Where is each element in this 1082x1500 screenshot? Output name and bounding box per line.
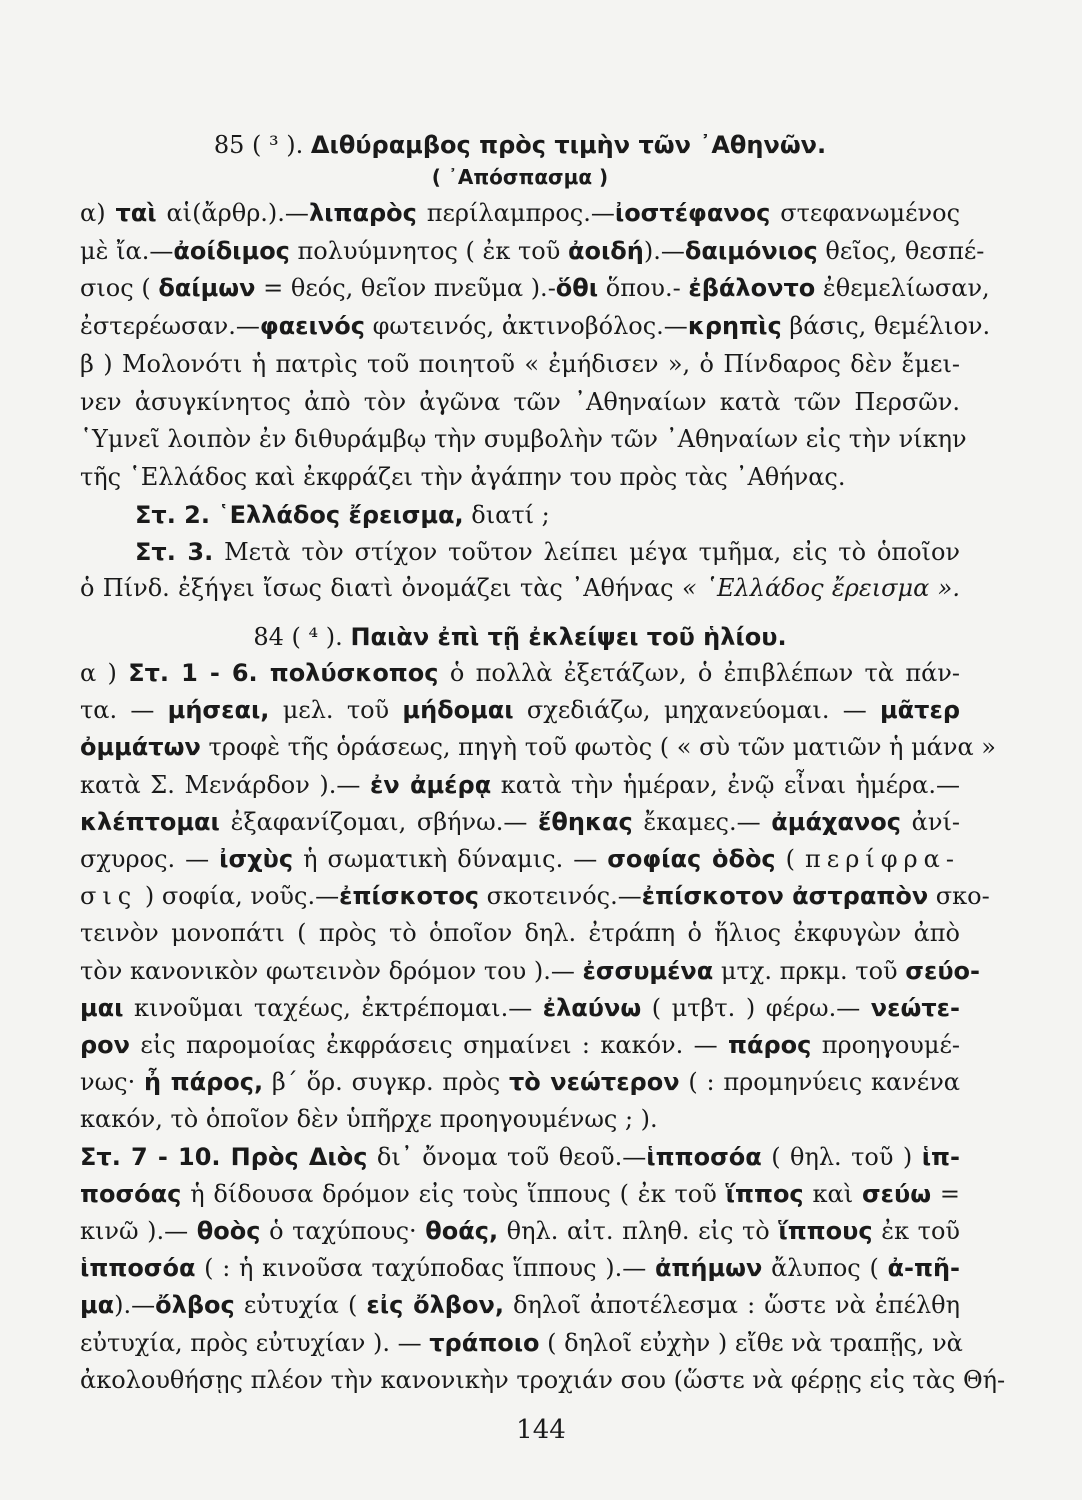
text-segment: ἀμάχανος xyxy=(771,807,901,836)
text-segment: κατὰ τὴν ἡμέραν, ἐνῷ εἶναι ἡμέρα.— xyxy=(491,770,960,799)
text-segment: ( δηλοῖ εὐχὴν ) εἴθε νὰ τραπῇς, νὰ xyxy=(539,1328,963,1357)
text-segment: σιος ( xyxy=(80,274,159,303)
text-line xyxy=(80,349,960,379)
text-segment: ἐλαύνω xyxy=(542,993,642,1022)
text-segment: βάσις, θεμέλιον. xyxy=(781,312,991,341)
text-line xyxy=(80,695,960,725)
text-segment: θηλ. αἰτ. πληθ. εἰς τὸ xyxy=(498,1217,779,1245)
text-segment: ἔκαμες.— xyxy=(632,807,772,836)
text-segment: β΄ ὅρ. συγκρ. πρὸς xyxy=(263,1068,509,1097)
text-segment: τεινὸν μονοπάτι ( πρὸς τὸ ὁποῖον δηλ. ἐτράπη ὁ ἥλιος ἐκφυγὼν ἀπὸ xyxy=(80,919,960,948)
text-segment: ἀοιδή xyxy=(567,236,644,265)
text-segment: ἀ-πῆ- xyxy=(887,1254,961,1283)
text-line xyxy=(80,993,960,1023)
text-segment: εὐτυχία ( xyxy=(234,1291,367,1320)
text-segment: δηλοῖ ἀποτέλεσμα : ὥστε νὰ ἐπέλθη xyxy=(503,1291,960,1320)
text-segment: ρον xyxy=(80,1031,131,1059)
text-line xyxy=(80,844,960,874)
text-segment: ἱπποσόα xyxy=(80,1254,196,1283)
text-segment: ἦ πάρος, xyxy=(144,1068,264,1097)
text-segment: τράποιο xyxy=(429,1328,540,1357)
text-segment: δαιμόνιος xyxy=(684,236,818,265)
text-segment: ἐβάλοντο xyxy=(688,274,816,303)
text-segment: ἐθεμελίωσαν, xyxy=(815,274,990,303)
text-segment: ῾Υμνεῖ λοιπὸν ἐν διθυράμβῳ τὴν συμβολὴν τῶν ᾿Αθηναίων εἰς τὴν νίκην xyxy=(80,425,967,454)
text-line xyxy=(80,1216,960,1246)
text-segment: ὁ Πίνδ. ἐξήγει ἴσως διατὶ ὀνομάζει τὰς ᾿Αθήνας xyxy=(80,574,682,602)
text-segment: μελ. τοῦ xyxy=(269,696,403,725)
text-segment: κακόν, τὸ ὁποῖον δὲν ὑπῆρχε προηγουμένως ; ). xyxy=(80,1105,658,1134)
text-segment: στεφανωμένος xyxy=(770,199,961,227)
text-segment: ἰσχὺς xyxy=(219,845,294,873)
text-line xyxy=(80,1365,1006,1395)
text-segment: ἡ δίδουσα δρόμον εἰς τοὺς ἵππους ( ἐκ τοῦ xyxy=(181,1179,726,1208)
page-number: 144 xyxy=(516,1415,566,1445)
text-segment: μήσεαι, xyxy=(167,696,270,725)
text-segment: περίλαμπρος.— xyxy=(416,199,615,227)
text-segment: ( μτβτ. ) φέρω.— xyxy=(641,993,871,1022)
text-segment: λιπαρὸς xyxy=(308,199,417,227)
text-segment: Μετὰ τὸν στίχον τοῦτον λείπει μέγα τμῆμα, εἰς τὸ ὁποῖον xyxy=(213,538,960,566)
heading-84 xyxy=(80,622,960,652)
text-line xyxy=(80,462,960,492)
heading-85-subtitle xyxy=(80,162,960,192)
text-line xyxy=(80,424,967,454)
text-segment: τροφὲ τῆς ὁράσεως, πηγὴ τοῦ φωτὸς ( « σὺ τῶν ματιῶν ἡ μάνα » xyxy=(200,733,996,762)
text-segment: φωτεινός, ἀκτινοβόλος.— xyxy=(364,312,688,341)
text-line xyxy=(80,1328,963,1358)
text-segment: ἵππος xyxy=(725,1179,804,1208)
text-line xyxy=(80,1030,960,1060)
text-segment: μήδομαι xyxy=(402,696,514,725)
text-segment: περίφρα- xyxy=(805,845,960,873)
text-segment: κατὰ Σ. Μενάρδον ).— xyxy=(80,770,370,799)
text-segment: « ῾Ελλάδος ἔρεισμα ». xyxy=(681,574,960,602)
text-segment: ἱπ- xyxy=(921,1142,960,1171)
text-segment: θοὸς xyxy=(196,1217,261,1245)
text-segment: μαι xyxy=(80,993,124,1022)
text-segment: ποσόας xyxy=(80,1179,182,1208)
text-segment: νως· xyxy=(80,1068,145,1097)
heading-84-title: Παιὰν ἐπὶ τῇ ἐκλείψει τοῦ ἡλίου. xyxy=(350,623,787,651)
text-segment: φαεινός xyxy=(259,312,365,341)
text-segment: σχεδιάζω, μηχανεύομαι. — xyxy=(513,696,880,725)
text-segment: εὐτυχία, πρὸς εὐτυχίαν ). — xyxy=(80,1328,430,1357)
text-segment: νεώτε- xyxy=(870,993,960,1022)
text-line xyxy=(80,273,990,303)
st2-bold: ῾Ελλάδος ἔρεισμα, xyxy=(217,501,464,529)
text-segment: ( : προμηνύεις κανένα xyxy=(679,1068,960,1097)
text-segment: κλέπτομαι xyxy=(80,807,220,836)
text-segment: κρηπὶς xyxy=(687,312,782,341)
text-line xyxy=(80,807,960,837)
text-line xyxy=(80,236,985,266)
text-segment: Στ. 3. xyxy=(135,538,214,566)
text-segment: ἐσσυμένα xyxy=(582,956,714,985)
text-segment: δαίμων xyxy=(158,274,256,303)
text-segment: νεν ἀσυγκίνητος ἀπὸ τὸν ἀγῶνα τῶν ᾿Αθηναίων κατὰ τῶν Περσῶν. xyxy=(80,387,960,416)
text-segment: προηγουμέ- xyxy=(811,1031,961,1059)
heading-85-title: Διθύραμβος πρὸς τιμὴν τῶν ᾿Αθηνῶν. xyxy=(310,131,827,159)
text-segment: αἱ(ἄρθρ.).— xyxy=(156,199,309,227)
text-segment: τὸ νεώτερον xyxy=(508,1068,680,1097)
text-segment: ).— xyxy=(643,236,685,265)
text-line xyxy=(80,956,980,986)
text-segment: ἡ σωματικὴ δύναμις. — xyxy=(293,845,608,873)
text-segment: ( : ἡ κινοῦσα ταχύποδας ἵππους ).— xyxy=(195,1254,655,1283)
text-line xyxy=(80,770,960,800)
text-segment: δι᾿ ὄνομα τοῦ θεοῦ.— xyxy=(367,1142,647,1171)
text-line xyxy=(80,1179,960,1209)
text-segment: πολυύμνητος ( ἐκ τοῦ xyxy=(289,236,568,265)
text-segment: Στ. 1 - 6. πολύσκοπος xyxy=(128,659,439,687)
text-segment: κινῶ ).— xyxy=(80,1217,197,1245)
text-line xyxy=(80,918,960,948)
text-line xyxy=(80,1104,960,1134)
text-segment: καὶ xyxy=(803,1179,862,1208)
text-line xyxy=(80,387,960,417)
text-segment: = xyxy=(931,1179,960,1208)
text-segment: ἀνί- xyxy=(900,807,960,836)
text-segment: ἀκολουθήσῃς πλέον τὴν κανονικὴν τροχιάν σου (ὥστε νὰ φέρῃς εἰς τὰς Θή- xyxy=(80,1365,1006,1394)
text-segment: ἐπίσκοτος xyxy=(339,882,480,911)
text-segment: ὄλβος xyxy=(155,1291,235,1320)
text-segment: σεύω xyxy=(861,1179,932,1208)
text-line xyxy=(80,311,991,341)
text-segment: ἐξαφανίζομαι, σβήνω.— xyxy=(219,807,539,836)
heading-84-number: 84 ( ⁴ ). xyxy=(253,623,343,651)
text-segment: τῆς ῾Ελλάδος καὶ ἐκφράζει τὴν ἀγάπην του πρὸς τὰς ᾿Αθήνας. xyxy=(80,462,846,491)
text-segment: τα. — xyxy=(80,696,168,725)
heading-85 xyxy=(80,130,960,160)
st2-label: Στ. 2. xyxy=(135,501,210,529)
text-segment: σκοτεινός.— xyxy=(479,882,642,911)
text-segment: α) xyxy=(80,199,116,227)
text-segment: κινοῦμαι ταχέως, ἐκτρέπομαι.— xyxy=(123,993,543,1022)
text-segment: ἐπίσκοτον ἀστραπὸν xyxy=(641,882,929,911)
text-segment: ταὶ xyxy=(115,199,157,227)
text-segment: ( θηλ. τοῦ ) xyxy=(761,1142,922,1171)
text-segment: α ) xyxy=(80,659,129,687)
text-segment: Στ. 7 - 10. Πρὸς Διὸς xyxy=(80,1142,368,1171)
text-segment: τὸν κανονικὸν φωτεινὸν δρόμον του ).— xyxy=(80,956,583,985)
text-segment: ὅπου.- xyxy=(598,274,689,303)
text-segment: σκο- xyxy=(928,882,990,911)
text-line xyxy=(80,732,996,762)
text-line xyxy=(80,1290,960,1320)
text-segment: = θεός, θεῖον πνεῦμα ).- xyxy=(255,274,556,303)
text-segment: θεῖος, θεσπέ- xyxy=(817,236,985,265)
text-segment: σχυρος. — xyxy=(80,845,220,873)
text-segment: ἵππους xyxy=(778,1217,873,1245)
text-segment: ὀμμάτων xyxy=(80,733,201,762)
text-segment: μᾶτερ xyxy=(880,696,961,725)
text-line xyxy=(80,1142,960,1172)
subtitle-text: ( ᾿Απόσπασμα ) xyxy=(431,165,609,189)
text-segment: θοάς, xyxy=(425,1217,499,1245)
text-segment: μτχ. πρκμ. τοῦ xyxy=(713,956,906,985)
text-segment: ἱπποσόα xyxy=(646,1142,762,1171)
st2-line xyxy=(80,500,960,530)
text-segment: μὲ ἴα.— xyxy=(80,236,174,265)
text-segment: πάρος xyxy=(728,1031,812,1059)
text-segment: μα xyxy=(80,1291,115,1320)
text-segment: ).— xyxy=(114,1291,156,1320)
text-segment: β ) Μολονότι ἡ πατρὶς τοῦ ποιητοῦ « ἐμήδισεν », ὁ Πίνδαρος δὲν ἔμει- xyxy=(80,349,960,378)
text-segment: ἔθηκας xyxy=(538,807,633,836)
text-line xyxy=(80,573,960,603)
text-segment: ὅθι xyxy=(555,274,599,303)
text-line xyxy=(80,537,960,567)
text-segment: ) σοφία, νοῦς.— xyxy=(137,882,340,911)
text-line xyxy=(80,1253,960,1283)
text-line xyxy=(80,198,960,228)
text-segment: σοφίας ὁδὸς xyxy=(607,845,776,873)
text-segment: εἰς ὄλβον, xyxy=(366,1291,504,1320)
text-segment: ἰοστέφανος xyxy=(614,199,771,227)
text-segment: σις xyxy=(80,882,138,911)
text-segment: ἀπήμων xyxy=(654,1254,763,1283)
text-segment: εἰς παρομοίας ἐκφράσεις σημαίνει : κακόν. — xyxy=(130,1031,729,1059)
text-segment: ἄλυπος ( xyxy=(762,1254,888,1283)
heading-85-number: 85 ( ³ ). xyxy=(213,131,304,159)
text-segment: ἀοίδιμος xyxy=(173,236,290,265)
text-segment: ὁ ταχύπους· xyxy=(260,1217,426,1245)
text-line xyxy=(80,1067,960,1097)
st2-rest: διατί ; xyxy=(463,501,550,529)
text-segment: ἐκ τοῦ xyxy=(872,1217,960,1245)
text-segment: ( xyxy=(775,845,806,873)
text-segment: ὁ πολλὰ ἐξετάζων, ὁ ἐπιβλέπων τὰ πάν- xyxy=(438,659,960,687)
text-segment: ἐστερέωσαν.— xyxy=(80,312,260,341)
text-segment: ἐν ἀμέρᾳ xyxy=(370,770,492,799)
text-line xyxy=(80,658,960,688)
text-segment: σεύο- xyxy=(905,956,980,985)
text-line xyxy=(80,881,990,911)
